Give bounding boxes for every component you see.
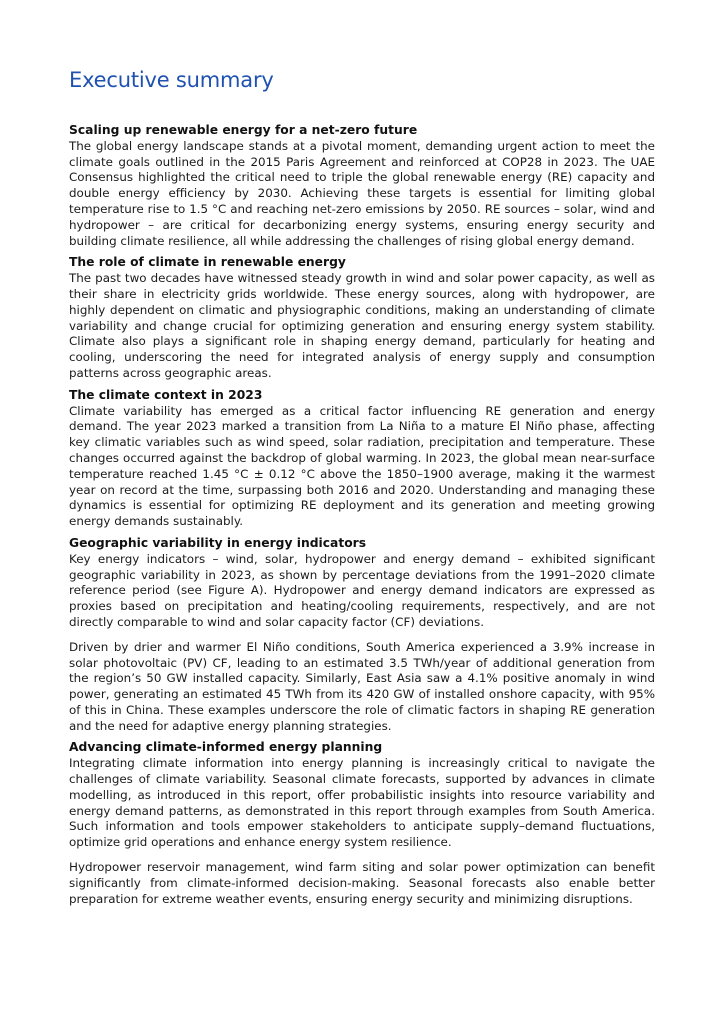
section-climate-informed-planning: [69, 740, 655, 907]
section-heading: Advancing climate-informed energy planning: [69, 740, 383, 755]
section-role-of-climate: [69, 255, 655, 381]
section-paragraph: Climate variability has emerged as a critical factor influencing RE generation and energy demand. The year 2023 marked a transition from La Niña to a mature El Niño phase, affecting key climatic variables such as wind speed, solar radiation, precipitation and temperature. These changes occurred against the backdrop of global warming. In 2023, the global mean near-surface temperature reached 1.45 °C ± 0.12 °C above the 1850–1900 average, making it the warmest year on record at the time, surpassing both 2016 and 2020. Understanding and managing these dynamics is essential for optimizing RE deployment and its generation and meeting growing energy demands sustainably.: [69, 403, 655, 529]
section-heading: Scaling up renewable energy for a net-zero future: [69, 123, 418, 137]
section-heading: Geographic variability in energy indicators: [69, 535, 367, 550]
section-heading: The climate context in 2023: [69, 387, 263, 402]
section-climate-context-2023: [69, 388, 655, 530]
section-paragraph: The past two decades have witnessed steady growth in wind and solar power capacity, as well as their share in electricity grids worldwide. These energy sources, along with hydropower, are highly dependent on climatic and physiographic conditions, making an understanding of climate variability and change crucial for optimizing generation and ensuring energy system stability. Climate also plays a significant role in shaping energy demand, particularly for heating and cooling, underscoring the need for integrated analysis of energy supply and consumption patterns across geographic areas.: [69, 271, 655, 380]
section-paragraph: Key energy indicators – wind, solar, hydropower and energy demand – exhibited significant geographic variability in 2023, as shown by percentage deviations from the 1991–2020 climate reference period (see Figure A). Hydropower and energy demand indicators are expressed as proxies based on precipitation and heating/cooling requirements, respectively, and are not directly comparable to wind and solar capacity factor (CF) deviations.: [69, 551, 655, 629]
page-title: Executive summary: [69, 68, 274, 92]
section-heading: The role of climate in renewable energy: [69, 255, 346, 270]
document-body: [69, 123, 655, 913]
section-scaling-up: [69, 123, 655, 249]
section-paragraph: Integrating climate information into energy planning is increasingly critical to navigate the challenges of climate variability. Seasonal climate forecasts, supported by advances in climate modelling, as introduced in this report, offer probabilistic insights into resource variability and energy demand patterns, as demonstrated in this report through examples from South America. Such information and tools empower stakeholders to anticipate supply–demand fluctuations, optimize grid operations and enhance energy system resilience.: [69, 756, 655, 850]
section-paragraph: The global energy landscape stands at a pivotal moment, demanding urgent action to meet the climate goals outlined in the 2015 Paris Agreement and reinforced at COP28 in 2023. The UAE Consensus highlighted the critical need to triple the global renewable energy (RE) capacity and double energy efficiency by 2030. Achieving these targets is essential for limiting global temperature rise to 1.5 °C and reaching net-zero emissions by 2050. RE sources – solar, wind and hydropower – are critical for decarbonizing energy systems, ensuring energy security and building climate resilience, all while addressing the challenges of rising global energy demand.: [69, 138, 655, 248]
section-paragraph: Driven by drier and warmer El Niño conditions, South America experienced a 3.9% increase in solar photovoltaic (PV) CF, leading to an estimated 3.5 TWh/year of additional generation from the region’s 50 GW installed capacity. Similarly, East Asia saw a 4.1% positive anomaly in wind power, generating an estimated 45 TWh from its 420 GW of installed onshore capacity, with 95% of this in China. These examples underscore the role of climatic factors in shaping RE generation and the need for adaptive energy planning strategies.: [69, 639, 655, 733]
section-geographic-variability: [69, 536, 655, 735]
section-paragraph: Hydropower reservoir management, wind farm siting and solar power optimization can benefit significantly from climate-informed decision-making. Seasonal forecasts also enable better preparation for extreme weather events, ensuring energy security and minimizing disruptions.: [69, 860, 655, 906]
